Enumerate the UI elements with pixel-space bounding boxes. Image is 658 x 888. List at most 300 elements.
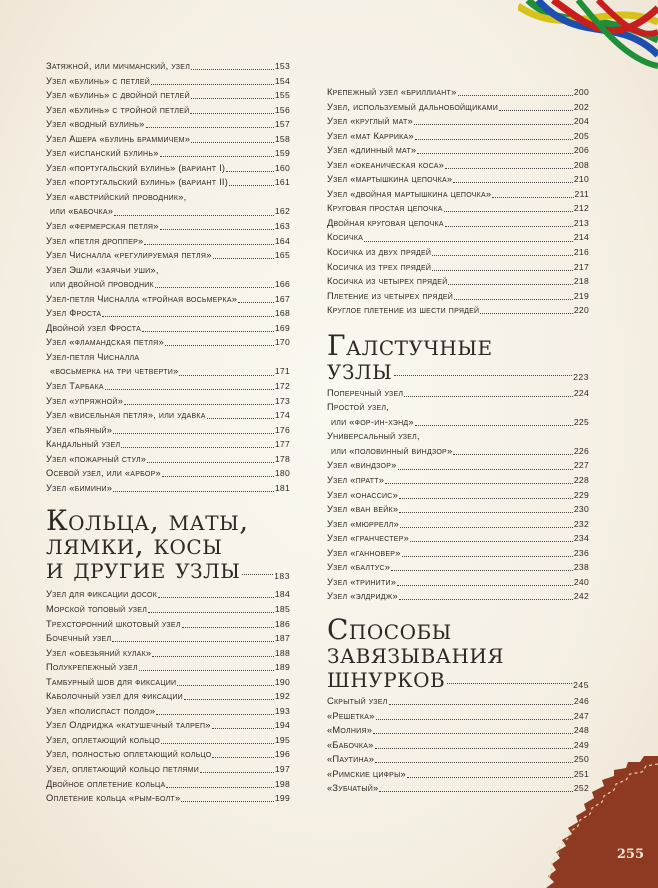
- toc-entry-page: 205: [573, 130, 589, 141]
- toc-entry: [46, 466, 290, 481]
- toc-entry-page: 240: [573, 576, 589, 587]
- toc-entry: [327, 694, 589, 709]
- section-heading-line: завязывания: [327, 636, 504, 670]
- leader-dots: [165, 345, 274, 346]
- toc-entry: [327, 129, 589, 144]
- toc-entry-title: Узел «булинь» с двойной петлей: [46, 90, 190, 101]
- leader-dots: [242, 574, 273, 575]
- toc-entry-page: 154: [274, 75, 290, 86]
- toc-entry: [46, 452, 290, 467]
- toc-entry: [46, 617, 290, 632]
- toc-entry-title: Узел «мат Каррика»: [327, 130, 414, 141]
- toc-entry-page: 168: [274, 308, 290, 319]
- toc-entry-page: 178: [274, 453, 290, 464]
- toc-entry-title: Узел «круглый мат»: [327, 116, 413, 127]
- section-heading: [46, 504, 290, 586]
- toc-entry: [46, 234, 290, 249]
- leader-dots: [166, 787, 274, 788]
- leader-dots: [212, 728, 274, 729]
- toc-entry: [46, 718, 290, 733]
- toc-entry: [46, 631, 290, 646]
- leader-dots: [499, 110, 573, 111]
- leader-dots: [492, 197, 573, 198]
- toc-entry-title: Узел «ганновер»: [327, 547, 401, 558]
- toc-entry-title-line1: Простой узел,: [327, 402, 390, 413]
- toc-entry-title: Узел, оплетающий кольцо: [46, 734, 161, 745]
- toc-entry-title: «Римские цифры»: [327, 768, 406, 779]
- leader-dots: [177, 685, 274, 686]
- toc-entry-title: «Бабочка»: [327, 739, 374, 750]
- toc-entry-title-line1: Универсальный узел,: [327, 431, 420, 442]
- toc-entry: [46, 248, 290, 263]
- toc-entry-page: 194: [274, 720, 290, 731]
- toc-entry-page: 211: [574, 188, 589, 199]
- toc-entry: [46, 481, 290, 496]
- toc-entry-title-line2: «восьмерка на три четверти»: [50, 366, 179, 377]
- toc-entry-page: 252: [573, 783, 589, 794]
- toc-entry-page: 248: [573, 725, 589, 736]
- toc-entry-page: 165: [274, 250, 290, 261]
- toc-group: [46, 59, 290, 190]
- toc-entry: [327, 473, 589, 488]
- toc-entry-title: Узел «португальский булинь» (вариант II): [46, 177, 229, 188]
- leader-dots: [212, 757, 274, 758]
- toc-entry-page: 208: [573, 159, 589, 170]
- leader-dots: [191, 142, 274, 143]
- leader-dots: [191, 98, 274, 99]
- toc-entry-page: 234: [573, 533, 589, 544]
- toc-entry: [46, 190, 290, 219]
- toc-entry: [46, 602, 290, 617]
- toc-entry-page: 232: [573, 518, 589, 529]
- toc-entry: [46, 747, 290, 762]
- toc-entry-page: 170: [274, 337, 290, 348]
- toc-entry-title: Узел «полиспаст полдо»: [46, 705, 156, 716]
- toc-entry-title: Двойной узел Фроста: [46, 322, 142, 333]
- leader-dots: [139, 670, 274, 671]
- toc-entry-title: Узел «океаническая коса»: [327, 159, 445, 170]
- toc-entry: [46, 335, 290, 350]
- toc-entry-title: Узел-петля Чисналла «тройная восьмерка»: [46, 293, 238, 304]
- toc-right-column: [327, 85, 589, 796]
- toc-entry-page: 195: [274, 734, 290, 745]
- leader-dots: [453, 454, 573, 455]
- toc-entry: [46, 777, 290, 792]
- toc-entry-page: 198: [274, 778, 290, 789]
- leader-dots: [142, 331, 274, 332]
- leader-dots: [161, 743, 274, 744]
- leader-dots: [402, 556, 573, 557]
- leader-dots: [445, 226, 573, 227]
- toc-entry-title: Узел «гранчестер»: [327, 533, 410, 544]
- toc-entry: [327, 400, 589, 429]
- leader-dots: [229, 185, 274, 186]
- toc-entry-page: 162: [274, 206, 290, 217]
- toc-entry: [327, 274, 589, 289]
- toc-entry: [46, 704, 290, 719]
- toc-entry: [46, 146, 290, 161]
- toc-group: [46, 292, 290, 350]
- section-heading-line: Кольца, маты,: [46, 504, 249, 538]
- leader-dots: [147, 462, 274, 463]
- toc-entry-page: 242: [573, 591, 589, 602]
- leader-dots: [417, 153, 573, 154]
- toc-entry: [327, 100, 589, 115]
- toc-entry-page: 230: [573, 504, 589, 515]
- leader-dots: [179, 375, 273, 376]
- toc-entry-page: 204: [573, 116, 589, 127]
- toc-entry-title: Узел «мартышкина цепочка»: [327, 174, 453, 185]
- toc-entry-title: Узел Фроста: [46, 308, 102, 319]
- toc-entry-page: 188: [274, 647, 290, 658]
- toc-entry: [46, 675, 290, 690]
- toc-entry-title: Узел «водный булинь»: [46, 119, 145, 130]
- toc-entry-title: Узел «булинь» с петлей: [46, 75, 151, 86]
- toc-entry-title: Двойная круговая цепочка: [327, 217, 444, 228]
- leader-dots: [432, 270, 573, 271]
- toc-entry-title: Узел «длинный мат»: [327, 145, 417, 156]
- toc-entry: [46, 219, 290, 234]
- leader-dots: [113, 433, 274, 434]
- toc-entry-title: Узел «элдридж»: [327, 591, 398, 602]
- toc-entry-page: 247: [573, 710, 589, 721]
- toc-entry-title: Полукрепежный узел: [46, 662, 138, 673]
- leader-dots: [191, 69, 274, 70]
- leader-dots: [445, 168, 573, 169]
- toc-entry: [327, 187, 589, 202]
- leader-dots: [444, 211, 573, 212]
- toc-entry-title: «Решетка»: [327, 710, 375, 721]
- toc-entry-page: 199: [274, 793, 290, 804]
- toc-entry: [327, 386, 589, 401]
- toc-entry-title: Тамбурный шов для фиксации: [46, 676, 177, 687]
- leader-dots: [121, 447, 274, 448]
- toc-entry: [327, 575, 589, 590]
- toc-entry-page: 169: [274, 322, 290, 333]
- section-page: 245: [573, 679, 589, 690]
- toc-entry: [46, 117, 290, 132]
- toc-entry-page: 246: [573, 695, 589, 706]
- toc-entry-page: 249: [573, 739, 589, 750]
- toc-entry-title: Крепежный узел «бриллиант»: [327, 87, 457, 97]
- toc-entry-title: Узел «ван вейк»: [327, 504, 399, 515]
- toc-entry: [46, 733, 290, 748]
- leader-dots: [213, 258, 274, 259]
- toc-entry-title: Узел «мюррелл»: [327, 518, 399, 529]
- leader-dots: [415, 139, 573, 140]
- toc-entry: [327, 172, 589, 187]
- toc-entry-page: 173: [274, 395, 290, 406]
- toc-entry-title: Косичка из двух прядей: [327, 247, 432, 258]
- toc-entry-page: 250: [573, 754, 589, 765]
- toc-entry-title: Узел «бимини»: [46, 482, 113, 493]
- toc-entry-title-line2: или двойной проводник: [50, 279, 154, 290]
- leader-dots: [379, 791, 572, 792]
- toc-entry-page: 216: [573, 247, 589, 258]
- toc-entry: [46, 394, 290, 409]
- toc-entry: [327, 738, 589, 753]
- toc-entry: [327, 216, 589, 231]
- toc-entry-title: Узел «пьяный»: [46, 424, 113, 435]
- toc-entry-title: Морской топовый узел: [46, 603, 148, 614]
- toc-entry-page: 251: [573, 768, 589, 779]
- toc-entry-page: 160: [274, 162, 290, 173]
- leader-dots: [454, 299, 573, 300]
- toc-entry-title: Узел «висельная петля», или удавка: [46, 410, 206, 421]
- toc-entry-title: Трехсторонний шкотовый узел: [46, 618, 181, 629]
- leader-dots: [124, 404, 274, 405]
- toc-entry: [46, 74, 290, 89]
- toc-entry: [327, 589, 589, 604]
- toc-entry-title: «Паутина»: [327, 754, 375, 765]
- leader-dots: [373, 733, 573, 734]
- leader-dots: [105, 389, 274, 390]
- toc-entry-title: Круговая простая цепочка: [327, 203, 443, 214]
- toc-entry-title: Узел для фиксации досок: [46, 589, 158, 600]
- toc-entry: [327, 201, 589, 216]
- toc-entry-title: Узел «фермерская петля»: [46, 221, 159, 232]
- toc-group: [46, 379, 290, 495]
- toc-entry: [327, 143, 589, 158]
- leader-dots: [152, 656, 274, 657]
- toc-entry: [327, 709, 589, 724]
- toc-entry-page: 192: [274, 691, 290, 702]
- toc-entry-page: 200: [573, 87, 589, 97]
- toc-entry-title: Узел «онассис»: [327, 489, 399, 500]
- toc-entry: [46, 59, 290, 74]
- leader-dots: [376, 719, 573, 720]
- toc-entry-title: Плетение из четырех прядей: [327, 290, 454, 301]
- toc-entry-page: 184: [274, 589, 290, 600]
- toc-entry-title: «Зубчатый»: [327, 783, 379, 794]
- toc-entry-title: Скрытый узел: [327, 695, 388, 706]
- toc-entry-title: Осевой узел, или «арбор»: [46, 468, 161, 479]
- toc-entry-page: 187: [274, 633, 290, 644]
- section-heading-line: шнурков: [327, 660, 446, 694]
- toc-entry: [327, 230, 589, 245]
- toc-entry-page: 227: [573, 460, 589, 471]
- toc-entry: [46, 408, 290, 423]
- toc-entry-page: 206: [573, 145, 589, 156]
- toc-entry-page: 189: [274, 662, 290, 673]
- toc-entry-page: 226: [573, 445, 589, 456]
- toc-entry-title-line2: или «половинный виндзор»: [331, 445, 453, 456]
- leader-dots: [155, 287, 274, 288]
- toc-entry-page: 174: [274, 410, 290, 421]
- toc-group: [327, 85, 589, 318]
- toc-entry-page: 177: [274, 439, 290, 450]
- toc-entry-title: Круглое плетение из шести прядей: [327, 305, 480, 316]
- leader-dots: [375, 748, 573, 749]
- leader-dots: [447, 683, 572, 684]
- leader-dots: [399, 512, 573, 513]
- toc-entry: [327, 546, 589, 561]
- toc-entry: [46, 791, 290, 806]
- toc-entry-page: 185: [274, 603, 290, 614]
- toc-entry-page: 172: [274, 381, 290, 392]
- toc-entry: [46, 306, 290, 321]
- toc-entry-title: Узел «пожарный стул»: [46, 453, 147, 464]
- toc-entry-page: 155: [274, 90, 290, 101]
- toc-entry-page: 193: [274, 705, 290, 716]
- leader-dots: [151, 84, 274, 85]
- leader-dots: [389, 704, 573, 705]
- toc-entry-title: Узел «тринити»: [327, 576, 397, 587]
- toc-entry: [46, 437, 290, 452]
- toc-entry: [327, 560, 589, 575]
- toc-entry: [46, 161, 290, 176]
- leader-dots: [453, 182, 573, 183]
- toc-entry-page: 210: [573, 174, 589, 185]
- toc-entry-page: 219: [573, 290, 589, 301]
- toc-entry: [327, 502, 589, 517]
- section-page: 183: [274, 571, 290, 582]
- leader-dots: [181, 801, 273, 802]
- toc-entry: [327, 289, 589, 304]
- leader-dots: [399, 498, 573, 499]
- leader-dots: [400, 527, 573, 528]
- toc-entry-page: 161: [274, 177, 290, 188]
- toc-left-column: [46, 59, 290, 806]
- toc-entry-title: Бочечный узел: [46, 633, 112, 644]
- toc-entry-page: 220: [573, 305, 589, 316]
- section-heading-line: и другие узлы: [46, 552, 241, 586]
- toc-entry-title: Узел Олдриджа «катушечный талреп»: [46, 720, 211, 731]
- toc-entry-title: Каболочный узел для фиксации: [46, 691, 183, 702]
- leader-dots: [190, 113, 273, 114]
- toc-entry-title-line2: или «бабочка»: [50, 206, 114, 217]
- toc-entry-page: 228: [573, 475, 589, 486]
- toc-entry: [46, 762, 290, 777]
- toc-entry: [327, 114, 589, 129]
- toc-entry-page: 196: [274, 749, 290, 760]
- toc-entry-page: 236: [573, 547, 589, 558]
- toc-entry-page: 214: [573, 232, 589, 243]
- leader-dots: [391, 570, 573, 571]
- toc-entry: [46, 292, 290, 307]
- toc-entry: [46, 132, 290, 147]
- leader-dots: [207, 418, 274, 419]
- toc-entry-page: 159: [274, 148, 290, 159]
- leader-dots: [238, 302, 274, 303]
- toc-entry-page: 229: [573, 489, 589, 500]
- toc-entry-page: 190: [274, 676, 290, 687]
- toc-entry-title: Узел «обезьяний кулак»: [46, 647, 152, 658]
- toc-entry-page: 212: [573, 203, 589, 214]
- toc-entry-title-line1: Узел «австрийский проводник»,: [46, 191, 187, 202]
- toc-entry: [327, 488, 589, 503]
- toc-entry-page: 224: [573, 387, 589, 398]
- toc-entry-title: «Молния»: [327, 725, 373, 736]
- toc-entry-page: 180: [274, 468, 290, 479]
- leader-dots: [114, 215, 274, 216]
- toc-entry: [327, 458, 589, 473]
- toc-entry: [327, 517, 589, 532]
- toc-entry-title: Узел «фламандская петля»: [46, 337, 164, 348]
- toc-entry: [46, 587, 290, 602]
- toc-entry-page: 186: [274, 618, 290, 629]
- toc-group: [327, 458, 589, 603]
- leader-dots: [144, 244, 273, 245]
- toc-entry-title: Узел «виндзор»: [327, 460, 397, 471]
- leader-dots: [364, 241, 573, 242]
- toc-entry: [46, 689, 290, 704]
- section-heading-line: Способы: [327, 612, 452, 646]
- leader-dots: [160, 156, 274, 157]
- leader-dots: [415, 425, 573, 426]
- toc-entry: [46, 646, 290, 661]
- leader-dots: [448, 284, 572, 285]
- leader-dots: [162, 476, 274, 477]
- section-heading: [327, 612, 589, 694]
- toc-entry-title: Узел, используемый дальнобойщиками: [327, 101, 499, 112]
- leader-dots: [113, 491, 274, 492]
- toc-group: [46, 219, 290, 263]
- leader-dots: [200, 772, 274, 773]
- toc-entry-page: 171: [274, 366, 290, 377]
- toc-entry-page: 213: [573, 217, 589, 228]
- toc-entry-title: Узел «булинь» с тройной петлей: [46, 104, 190, 115]
- toc-entry: [46, 88, 290, 103]
- leader-dots: [410, 541, 573, 542]
- toc-entry: [46, 423, 290, 438]
- toc-entry-page: 202: [573, 101, 589, 112]
- toc-entry: [327, 158, 589, 173]
- leader-dots: [375, 762, 573, 763]
- section-heading: [327, 328, 589, 386]
- toc-entry-title: Косичка из четырех прядей: [327, 276, 448, 287]
- toc-entry-title: Узел Чисналла «регулируемая петля»: [46, 250, 212, 261]
- braided-cords-illustration: [518, 0, 658, 70]
- leader-dots: [160, 229, 274, 230]
- toc-group: [327, 386, 589, 401]
- leader-dots: [414, 124, 573, 125]
- toc-entry-title-line1: Узел Эшли «заячьи уши»,: [46, 264, 159, 275]
- leader-dots: [394, 375, 572, 376]
- toc-entry: [46, 660, 290, 675]
- toc-entry-title: Узел, оплетающий кольцо петлями: [46, 763, 199, 774]
- toc-entry-title: Узел «упряжной»: [46, 395, 124, 406]
- toc-entry-page: 164: [274, 235, 290, 246]
- toc-entry-page: 166: [274, 279, 290, 290]
- toc-entry: [46, 379, 290, 394]
- toc-entry-page: 225: [573, 416, 589, 427]
- leader-dots: [112, 641, 274, 642]
- leader-dots: [102, 316, 274, 317]
- toc-entry-page: 158: [274, 133, 290, 144]
- section-heading-line: узлы: [327, 352, 393, 386]
- toc-entry-page: 157: [274, 119, 290, 130]
- toc-entry-title: Узел «балтус»: [327, 562, 391, 573]
- leader-dots: [226, 171, 274, 172]
- leather-corner-decoration: [546, 756, 658, 888]
- leader-dots: [156, 714, 274, 715]
- toc-entry: [327, 85, 589, 100]
- toc-entry-page: 217: [573, 261, 589, 272]
- leader-dots: [397, 585, 573, 586]
- toc-entry-page: 153: [274, 61, 290, 71]
- toc-entry: [46, 175, 290, 190]
- leader-dots: [480, 313, 573, 314]
- toc-entry-page: 176: [274, 424, 290, 435]
- toc-entry-page: 163: [274, 221, 290, 232]
- section-heading-line: Галстучные: [327, 328, 493, 362]
- page-number: 255: [616, 847, 644, 862]
- leader-dots: [399, 599, 573, 600]
- leader-dots: [158, 597, 274, 598]
- toc-entry-page: 197: [274, 763, 290, 774]
- toc-entry: [327, 260, 589, 275]
